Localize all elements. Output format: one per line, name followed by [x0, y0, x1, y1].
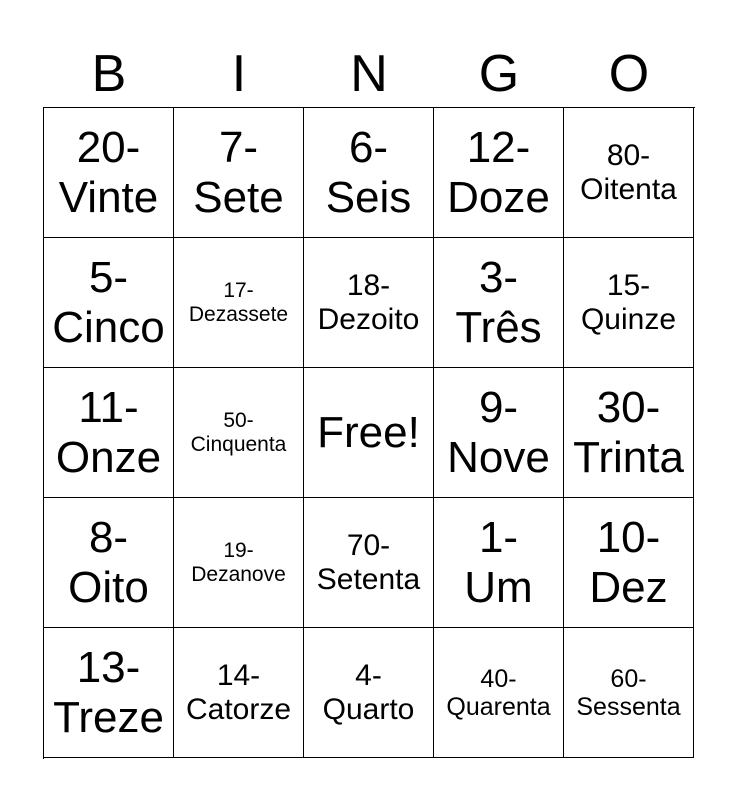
bingo-cell[interactable] — [434, 628, 564, 758]
cell-number: 80- — [606, 138, 651, 172]
bingo-cell[interactable] — [304, 628, 434, 758]
cell-number: 14- — [216, 658, 261, 692]
bingo-cell[interactable] — [564, 368, 694, 498]
bingo-cell[interactable] — [434, 368, 564, 498]
cell-number: 19- — [223, 538, 254, 562]
cell-number: 5- — [88, 253, 129, 303]
cell-number: 11- — [78, 383, 139, 433]
bingo-cell[interactable] — [44, 108, 174, 238]
bingo-cell[interactable] — [44, 238, 174, 368]
bingo-header — [44, 40, 694, 108]
cell-number: Free! — [317, 407, 420, 457]
bingo-cell[interactable] — [564, 238, 694, 368]
bingo-cell[interactable] — [174, 368, 304, 498]
cell-word: Nove — [447, 432, 550, 482]
cell-word: Catorze — [185, 692, 292, 726]
cell-word: Sete — [193, 172, 284, 222]
cell-word: Treze — [53, 692, 164, 742]
cell-word: Sessenta — [576, 692, 681, 721]
bingo-cell[interactable] — [304, 498, 434, 628]
bingo-card — [43, 107, 695, 759]
cell-word: Vinte — [58, 172, 159, 222]
cell-word: Dezassete — [188, 302, 289, 326]
cell-word: Dez — [589, 562, 668, 612]
cell-word: Trinta — [573, 432, 684, 482]
header-letter-o: O — [608, 45, 650, 103]
cell-word: Setenta — [316, 562, 421, 596]
cell-word: Seis — [325, 172, 412, 222]
cell-number: 18- — [346, 268, 391, 302]
cell-word: Cinco — [52, 302, 165, 352]
bingo-cell[interactable] — [44, 368, 174, 498]
cell-word: Oito — [68, 562, 149, 612]
bingo-cell[interactable] — [434, 238, 564, 368]
cell-number: 13- — [76, 643, 141, 693]
cell-number: 9- — [478, 383, 519, 433]
cell-number: 6- — [348, 123, 389, 173]
cell-number: 12- — [466, 123, 531, 173]
cell-word: Onze — [55, 432, 162, 482]
bingo-cell[interactable] — [434, 498, 564, 628]
bingo-cell[interactable] — [304, 368, 434, 498]
cell-number: 8- — [88, 513, 129, 563]
cell-word: Dezanove — [191, 562, 286, 586]
bingo-cell[interactable] — [434, 108, 564, 238]
cell-word: Três — [455, 302, 542, 352]
bingo-cell[interactable] — [564, 498, 694, 628]
header-letter-i: I — [231, 45, 247, 103]
cell-number: 1- — [478, 513, 519, 563]
cell-number: 60- — [610, 664, 647, 693]
cell-word: Dezoito — [317, 302, 420, 336]
bingo-cell[interactable] — [174, 628, 304, 758]
cell-word: Cinquenta — [190, 432, 287, 456]
cell-word: Um — [464, 562, 533, 612]
cell-word: Quinze — [580, 302, 677, 336]
cell-word: Oitenta — [580, 172, 677, 206]
cell-word: Quarenta — [446, 692, 551, 721]
bingo-cell[interactable] — [44, 628, 174, 758]
bingo-cell[interactable] — [304, 238, 434, 368]
cell-number: 70- — [346, 528, 391, 562]
bingo-cell[interactable] — [564, 628, 694, 758]
bingo-cell[interactable] — [174, 498, 304, 628]
header-letter-b: B — [91, 45, 127, 103]
cell-word: Doze — [447, 172, 550, 222]
cell-number: 4- — [355, 658, 382, 692]
cell-number: 7- — [218, 123, 259, 173]
cell-number: 40- — [480, 664, 517, 693]
bingo-cell[interactable] — [564, 108, 694, 238]
cell-number: 50- — [223, 408, 254, 432]
cell-number: 17- — [223, 278, 254, 302]
header-letter-n: N — [350, 45, 388, 103]
cell-number: 10- — [596, 513, 661, 563]
cell-number: 20- — [76, 123, 141, 173]
cell-number: 30- — [596, 383, 661, 433]
cell-number: 3- — [478, 253, 519, 303]
bingo-cell[interactable] — [174, 108, 304, 238]
cell-word: Quarto — [322, 692, 415, 726]
bingo-cell[interactable] — [304, 108, 434, 238]
bingo-cell[interactable] — [44, 498, 174, 628]
cell-number: 15- — [606, 268, 651, 302]
bingo-cell[interactable] — [174, 238, 304, 368]
header-letter-g: G — [478, 45, 520, 103]
